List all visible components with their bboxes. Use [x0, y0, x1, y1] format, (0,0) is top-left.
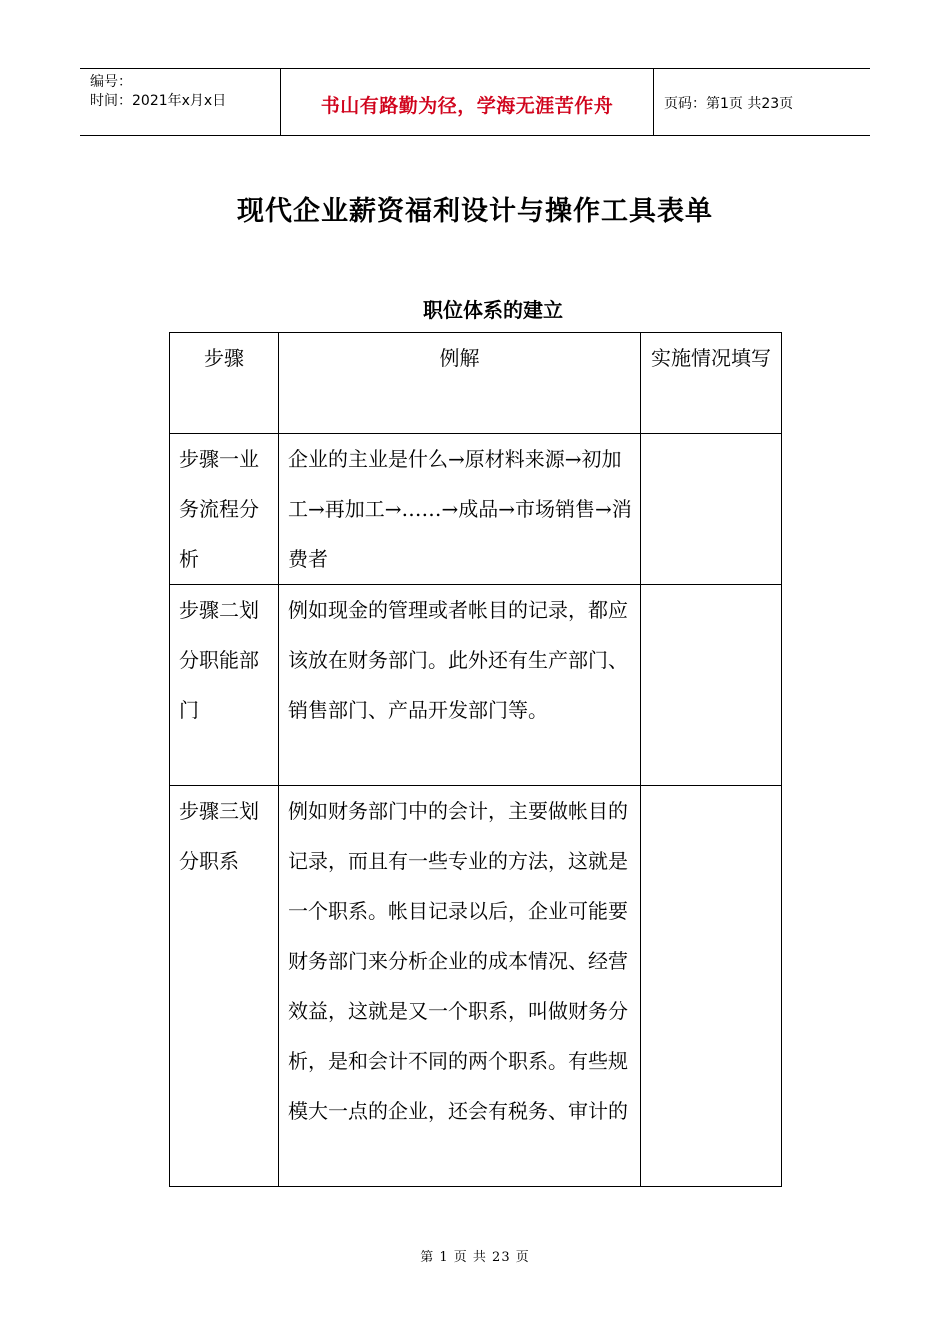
header-motto: 书山有路勤为径，学海无涯苦作舟: [281, 69, 654, 135]
table-row: [170, 585, 782, 786]
step-cell: 步骤三划分职系: [170, 786, 279, 1187]
description-cell: 例如现金的管理或者帐目的记录，都应该放在财务部门。此外还有生产部门、销售部门、产品开发部门等。: [279, 585, 641, 786]
header-meta: [80, 69, 281, 135]
table-row: [170, 434, 782, 585]
step-cell: 步骤二划分职能部门: [170, 585, 279, 786]
steps-table: [169, 332, 782, 1187]
description-cell: 例如财务部门中的会计，主要做帐目的记录，而且有一些专业的方法，这就是一个职系。帐目记录以后，企业可能要财务部门来分析企业的成本情况、经营效益，这就是又一个职系，叫做财务分析，是和会计不同的两个职系。有些规模大一点的企业，还会有税务、审计的: [279, 786, 641, 1187]
table-row: [170, 786, 782, 1187]
implementation-cell[interactable]: [641, 434, 782, 585]
header-step: 步骤: [170, 333, 279, 434]
step-cell: 步骤一业务流程分析: [170, 434, 279, 585]
implementation-cell[interactable]: [641, 585, 782, 786]
implementation-cell[interactable]: [641, 786, 782, 1187]
table-header-row: [170, 333, 782, 434]
section-title: 职位体系的建立: [423, 298, 563, 322]
header-example: 例解: [279, 333, 641, 434]
header-page-info: 页码：第1页 共23页: [664, 96, 794, 112]
document-title: 现代企业薪资福利设计与操作工具表单: [237, 196, 713, 227]
header-implementation: 实施情况填写: [641, 333, 782, 434]
page-header: [80, 68, 870, 136]
document-time-label: 时间：2021年x月x日: [90, 93, 227, 109]
page-footer: 第 1 页 共 23 页: [420, 1250, 530, 1265]
description-cell: 企业的主业是什么→原材料来源→初加工→再加工→……→成品→市场销售→消费者: [279, 434, 641, 585]
document-number-label: 编号：: [90, 74, 132, 90]
